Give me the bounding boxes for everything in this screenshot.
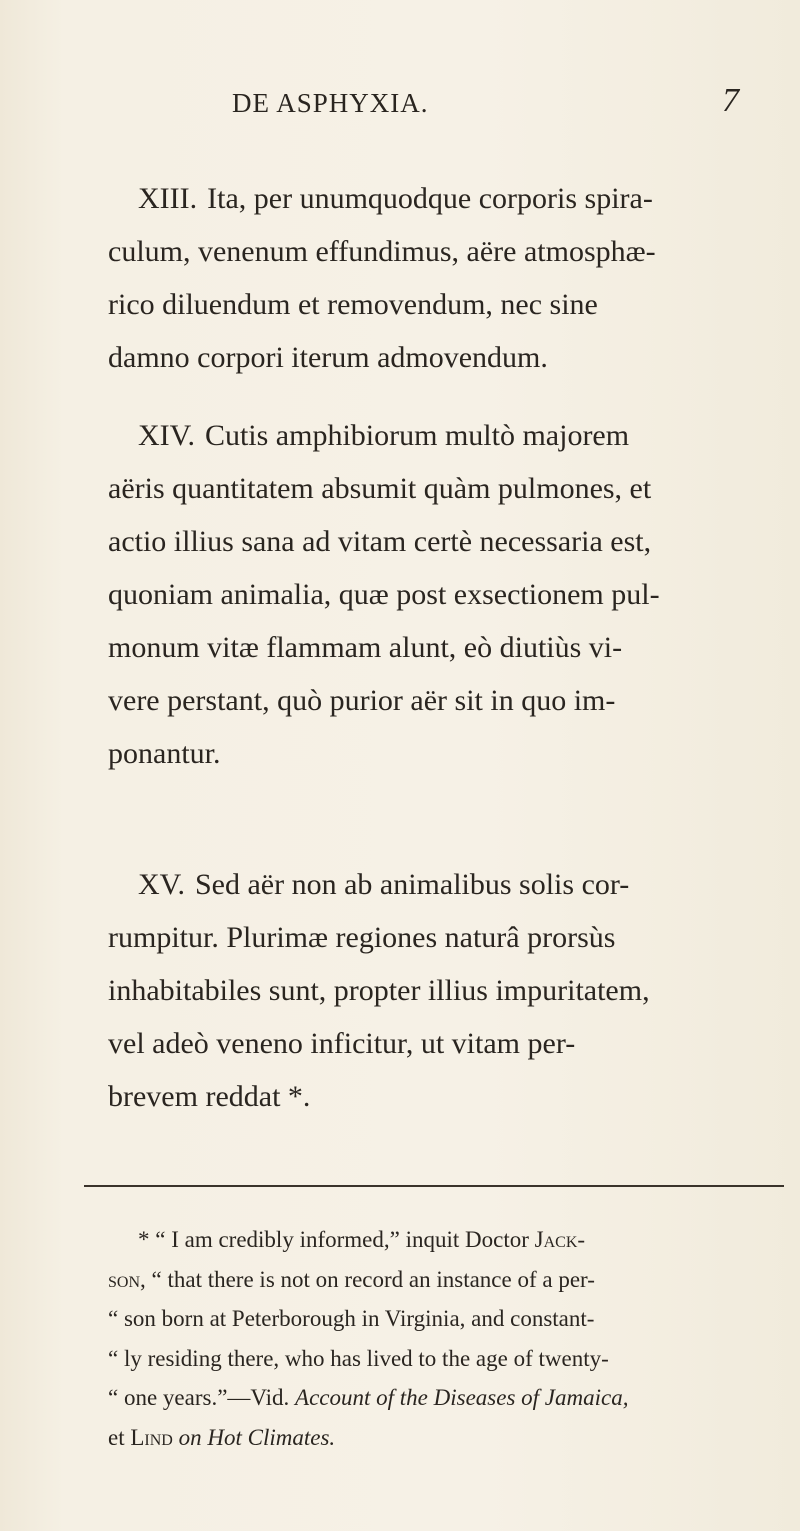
section-xv-line-5: brevem reddat *. xyxy=(108,1080,311,1113)
footnote-author-1: Jack- xyxy=(534,1227,586,1252)
section-xiii-line-2: culum, venenum effundimus, aëre atmosphæ- xyxy=(108,235,656,268)
footnote-text-6: et xyxy=(108,1424,125,1450)
section-xv-text-1: Sed aër non ab animalibus solis cor- xyxy=(194,868,630,901)
footnote-author-2: son, xyxy=(108,1266,146,1292)
section-xv-line-2: rumpitur. Plurimæ regiones naturâ prorsùs xyxy=(108,921,616,954)
section-xiii-line-1 xyxy=(108,172,758,225)
section-xiv-numeral: XIV. xyxy=(138,419,195,452)
footnote-line-4: “ ly residing there, who has lived to the age of twenty- xyxy=(108,1345,609,1371)
section-xiv-line-7: ponantur. xyxy=(108,737,221,770)
section-xiv-line-5: monum vitæ flammam alunt, eò diutiùs vi- xyxy=(108,631,623,664)
section-xiv-line-3: actio illius sana ad vitam certè necessaria est, xyxy=(108,525,652,558)
section-xiv-text-1: Cutis amphibiorum multò majorem xyxy=(204,419,630,452)
footnote-citation-title-2: Hot Climates. xyxy=(207,1424,336,1450)
footnote-marker: * xyxy=(138,1227,150,1252)
section-xiii-numeral: XIII. xyxy=(138,182,198,215)
section-xv xyxy=(108,858,758,1123)
page-header xyxy=(0,82,800,122)
footnote-author-lind: Lind xyxy=(130,1424,173,1450)
section-xiv-line-4: quoniam animalia, quæ post exsectionem pul- xyxy=(108,578,660,611)
section-xv-line-4: vel adeò veneno inficitur, ut vitam per- xyxy=(108,1027,576,1060)
footnote-line-2 xyxy=(108,1260,788,1300)
section-xiv-line-6: vere perstant, quò purior aër sit in quo im- xyxy=(108,684,616,717)
running-title: DE ASPHYXIA. xyxy=(232,88,429,118)
section-xiv xyxy=(108,409,758,780)
footnote-text-2: “ that there is not on record an instance of a per- xyxy=(151,1266,595,1292)
footnote-text-1: “ I am credibly informed,” inquit Doctor xyxy=(155,1227,529,1252)
footnote-line-6 xyxy=(108,1418,788,1458)
footnote-text-on: on xyxy=(178,1424,202,1450)
section-xiv-line-2: aëris quantitatem absumit quàm pulmones, et xyxy=(108,472,652,505)
section-xiii xyxy=(108,172,758,384)
footnote-citation-title: Account of the Diseases of Jamaica, xyxy=(295,1385,629,1410)
section-xv-line-1 xyxy=(108,858,758,911)
section-xiii-line-4: damno corpori iterum admovendum. xyxy=(108,341,548,374)
footnote-text-5: “ one years.”—Vid. xyxy=(108,1385,290,1410)
section-xv-numeral: XV. xyxy=(138,868,185,901)
section-xiii-line-3: rico diluendum et removendum, nec sine xyxy=(108,288,598,321)
footnote-line-3: “ son born at Peterborough in Virginia, and constant- xyxy=(108,1306,595,1331)
section-xv-line-3: inhabitabiles sunt, propter illius impuritatem, xyxy=(108,974,650,1007)
footnote-line-5 xyxy=(108,1378,788,1418)
section-xiv-line-1 xyxy=(108,409,758,462)
section-xiii-text-1: Ita, per unumquodque corporis spira- xyxy=(207,182,653,215)
footnote-line-1 xyxy=(108,1220,788,1260)
page-number: 7 xyxy=(722,82,739,119)
footnote xyxy=(108,1220,788,1457)
footnote-divider xyxy=(84,1185,784,1187)
